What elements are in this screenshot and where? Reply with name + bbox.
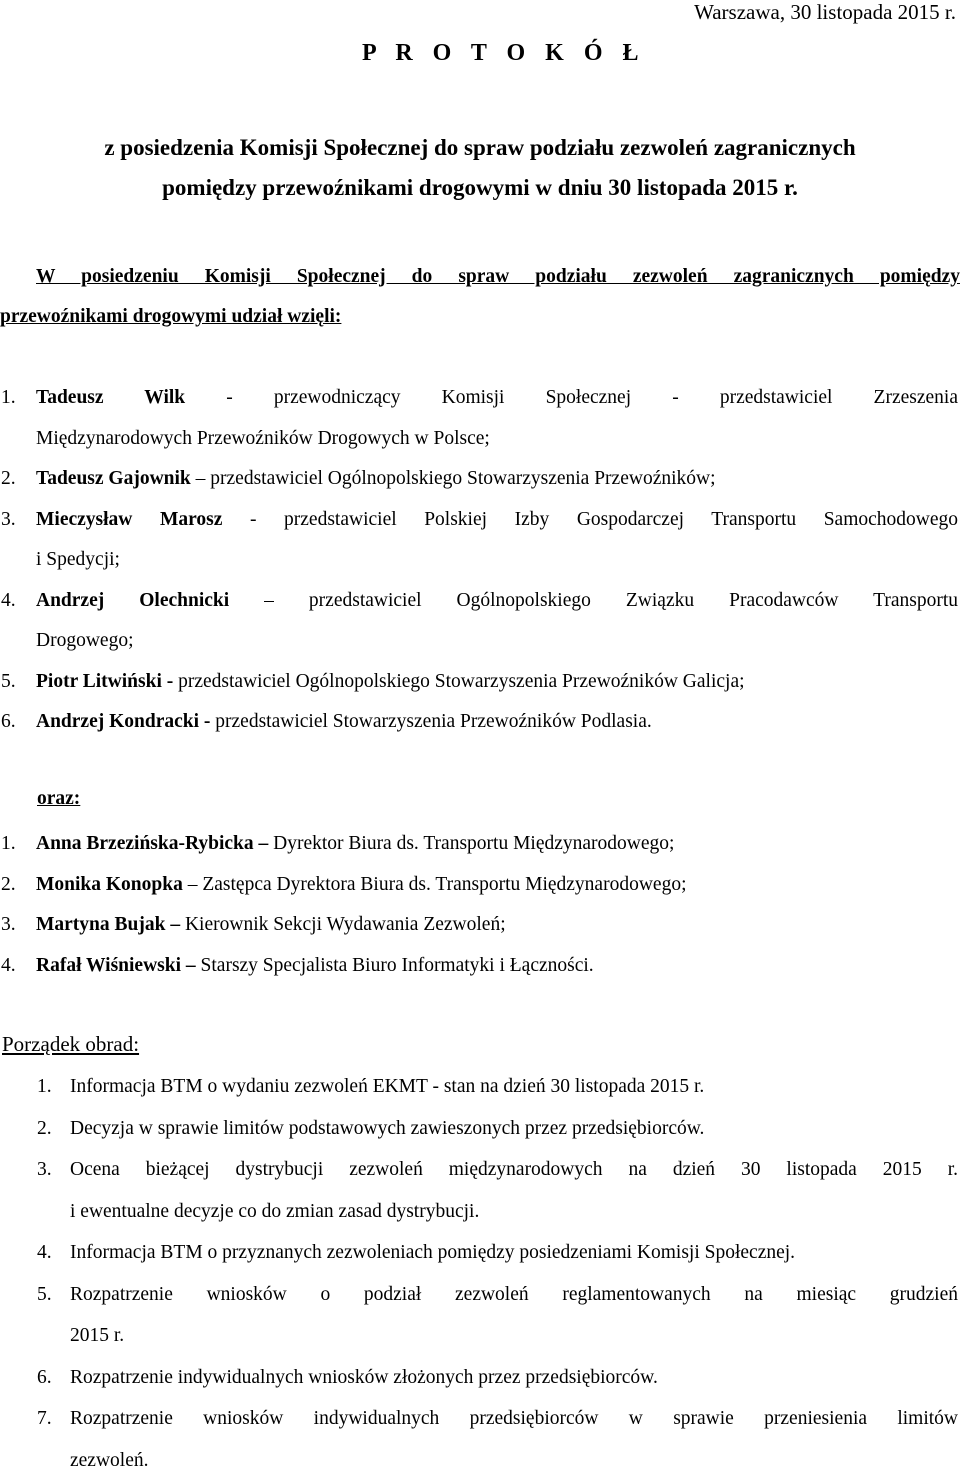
staff-name: Monika Konopka [36,873,183,895]
agenda-item [0,1149,958,1232]
agenda-text: Rozpatrzenie indywidualnych wniosków złożonych przez przedsiębiorców. [70,1366,658,1388]
agenda-item [0,1274,958,1357]
staff-item [0,946,958,987]
staff-role: Starszy Specjalista Biuro Informatyki i Łączności. [195,954,594,976]
protocol-title: P R O T O K Ó Ł [362,40,646,66]
member-name: Tadeusz Gajownik [36,468,191,489]
member-item [0,459,958,500]
agenda-list [0,1066,958,1481]
member-item [0,581,958,662]
item-number: 1. [37,1076,52,1097]
item-number: 4. [1,589,16,611]
member-role-continued: i Spedycji; [36,549,120,570]
agenda-text-continued: i ewentualne decyzje co do zmian zasad dystrybucji. [70,1200,480,1222]
agenda-text: Informacja BTM o przyznanych zezwoleniach pomiędzy posiedzeniami Komisji Społecznej. [70,1242,796,1263]
staff-name: Anna Brzezińska-Rybicka – [36,833,269,854]
member-role: przedstawiciel Ogólnopolskiego Stowarzyszenia Przewoźników Galicja; [173,670,745,692]
agenda-text: Rozpatrzenie wniosków indywidualnych przedsiębiorców w sprawie przeniesienia limitów [70,1408,958,1429]
item-number: 6. [37,1366,52,1388]
item-number: 3. [1,508,16,530]
staff-list [0,824,958,986]
staff-role: – Zastępca Dyrektora Biura ds. Transportu Międzynarodowego; [182,873,687,895]
member-name: Mieczysław Marosz [36,508,223,530]
agenda-item [0,1232,958,1274]
member-item [0,378,958,459]
agenda-item [0,1066,958,1108]
staff-item [0,905,958,946]
document-subtitle [0,128,960,208]
member-role: – przedstawiciel Ogólnopolskiego Stowarzyszenia Przewoźników; [190,468,716,489]
item-number: 2. [37,1117,52,1139]
agenda-item [0,1108,958,1150]
agenda-item [0,1398,958,1481]
agenda-heading: Porządek obrad: [2,1032,140,1056]
item-number: 3. [1,914,16,935]
member-name: Tadeusz Wilk [36,387,186,408]
intro-line-1: W posiedzeniu Komisji Społecznej do spraw podziału zezwoleń zagranicznych pomiędzy [36,266,960,287]
agenda-text-continued: zezwoleń. [70,1449,149,1471]
item-number: 2. [1,873,16,895]
member-item [0,702,958,743]
member-item [0,500,958,581]
agenda-text: Decyzja w sprawie limitów podstawowych zawieszonych przez przedsiębiorców. [70,1117,705,1139]
member-item [0,662,958,703]
oraz-heading: oraz: [37,788,81,809]
item-number: 1. [1,833,16,854]
agenda-item [0,1357,958,1399]
item-number: 3. [37,1159,52,1180]
item-number: 5. [1,670,16,692]
member-role: – przedstawiciel Ogólnopolskiego Związku Pracodawców Transportu [229,589,959,611]
item-number: 6. [1,711,16,732]
member-name: Piotr Litwiński - [36,670,174,692]
staff-role: Dyrektor Biura ds. Transportu Międzynarodowego; [268,833,675,854]
member-name: Andrzej Olechnicki [36,589,230,611]
staff-item [0,865,958,906]
subtitle-line-1: z posiedzenia Komisji Społecznej do spraw podziału zezwoleń zagranicznych [104,135,856,160]
members-list [0,378,958,743]
item-number: 2. [1,468,16,489]
agenda-text: Ocena bieżącej dystrybucji zezwoleń międzynarodowych na dzień 30 listopada 2015 r. [70,1159,958,1180]
member-role: - przewodniczący Komisji Społecznej - przedstawiciel Zrzeszenia [185,387,958,408]
member-role: - przedstawiciel Polskiej Izby Gospodarczej Transportu Samochodowego [222,508,959,530]
item-number: 4. [1,954,16,976]
document-date: Warszawa, 30 listopada 2015 r. [694,0,956,24]
staff-name: Martyna Bujak – [36,914,181,935]
item-number: 4. [37,1242,52,1263]
member-role-continued: Międzynarodowych Przewoźników Drogowych w Polsce; [36,427,490,449]
staff-role: Kierownik Sekcji Wydawania Zezwoleń; [180,914,506,935]
staff-item [0,824,958,865]
item-number: 5. [37,1283,52,1305]
agenda-text: Informacja BTM o wydaniu zezwoleń EKMT - stan na dzień 30 listopada 2015 r. [70,1076,705,1097]
member-role-continued: Drogowego; [36,630,134,651]
agenda-text-continued: 2015 r. [70,1325,125,1346]
attendance-intro [0,257,960,337]
item-number: 1. [1,387,16,408]
item-number: 7. [37,1408,52,1429]
subtitle-line-2: pomiędzy przewoźnikami drogowymi w dniu 30 listopada 2015 r. [162,175,798,200]
agenda-text: Rozpatrzenie wniosków o podział zezwoleń reglamentowanych na miesiąc grudzień [70,1283,958,1305]
intro-line-2: przewoźnikami drogowymi udział wzięli: [0,306,342,327]
member-role: przedstawiciel Stowarzyszenia Przewoźników Podlasia. [210,711,652,732]
staff-name: Rafał Wiśniewski – [36,954,196,976]
member-name: Andrzej Kondracki - [36,711,211,732]
